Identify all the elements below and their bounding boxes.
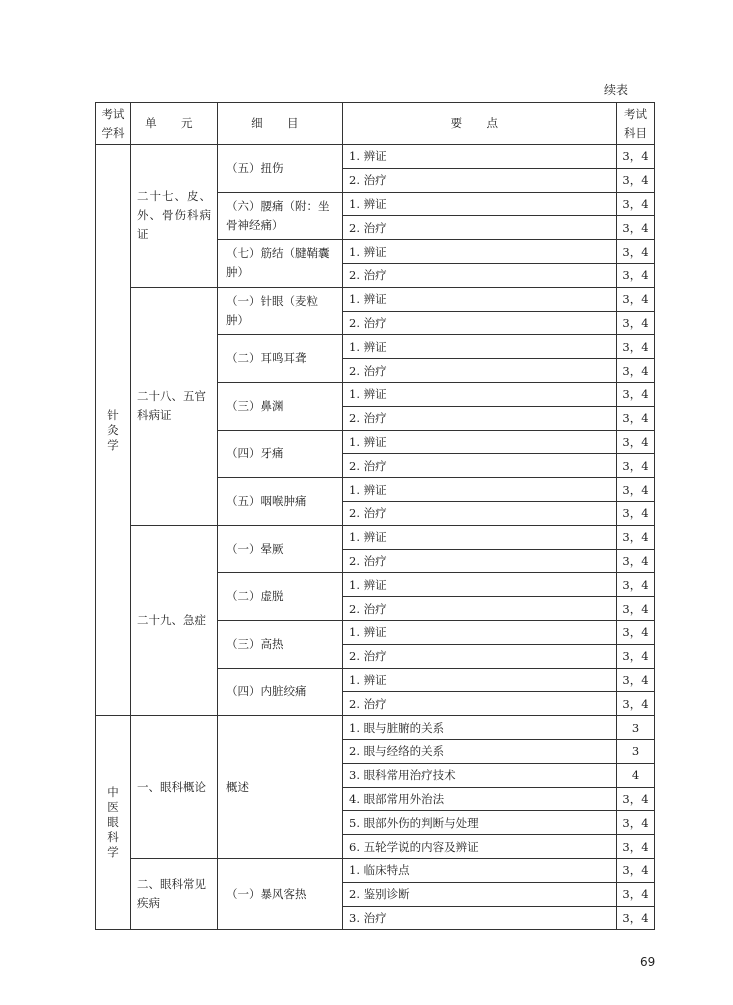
point-cell: 2. 治疗 <box>343 644 617 668</box>
table-row <box>96 858 655 882</box>
point-cell: 1. 辨证 <box>343 382 617 406</box>
detail-cell: （一）暴风客热 <box>218 858 343 929</box>
exam-cell: 4 <box>617 763 655 787</box>
point-cell: 1. 辨证 <box>343 620 617 644</box>
exam-cell: 3，4 <box>617 501 655 525</box>
point-cell: 2. 治疗 <box>343 692 617 716</box>
point-cell: 1. 辨证 <box>343 192 617 216</box>
detail-cell: （五）扭伤 <box>218 145 343 193</box>
point-cell: 2. 鉴别诊断 <box>343 882 617 906</box>
exam-cell: 3，4 <box>617 668 655 692</box>
detail-cell: （五）咽喉肿痛 <box>218 478 343 526</box>
point-cell: 1. 辨证 <box>343 145 617 169</box>
detail-cell: （二）虚脱 <box>218 573 343 621</box>
table-row <box>96 287 655 311</box>
exam-cell: 3，4 <box>617 216 655 240</box>
point-cell: 2. 治疗 <box>343 359 617 383</box>
point-cell: 1. 辨证 <box>343 240 617 264</box>
exam-cell: 3，4 <box>617 692 655 716</box>
detail-cell: （七）筋结（腱鞘囊肿） <box>218 240 343 288</box>
point-cell: 1. 辨证 <box>343 668 617 692</box>
table-row <box>96 525 655 549</box>
point-cell: 1. 辨证 <box>343 478 617 502</box>
exam-cell: 3，4 <box>617 287 655 311</box>
exam-cell: 3，4 <box>617 906 655 930</box>
point-cell: 5. 眼部外伤的判断与处理 <box>343 811 617 835</box>
exam-cell: 3，4 <box>617 644 655 668</box>
point-cell: 2. 治疗 <box>343 311 617 335</box>
point-cell: 2. 治疗 <box>343 216 617 240</box>
point-cell: 1. 辨证 <box>343 430 617 454</box>
header-detail: 细 目 <box>218 103 343 145</box>
exam-cell: 3，4 <box>617 525 655 549</box>
exam-cell: 3，4 <box>617 597 655 621</box>
unit-cell: 二十八、五官科病证 <box>131 287 218 525</box>
exam-cell: 3，4 <box>617 145 655 169</box>
exam-cell: 3 <box>617 716 655 740</box>
exam-cell: 3，4 <box>617 168 655 192</box>
point-cell: 2. 治疗 <box>343 501 617 525</box>
exam-cell: 3，4 <box>617 787 655 811</box>
exam-cell: 3，4 <box>617 882 655 906</box>
detail-cell: （四）牙痛 <box>218 430 343 478</box>
detail-cell: （六）腰痛（附：坐骨神经痛） <box>218 192 343 240</box>
exam-cell: 3，4 <box>617 478 655 502</box>
point-cell: 3. 治疗 <box>343 906 617 930</box>
subject-cell: 中医眼科学 <box>96 716 131 930</box>
exam-cell: 3 <box>617 739 655 763</box>
unit-cell: 一、眼科概论 <box>131 716 218 859</box>
point-cell: 2. 治疗 <box>343 597 617 621</box>
exam-cell: 3，4 <box>617 263 655 287</box>
table-row <box>96 716 655 740</box>
exam-cell: 3，4 <box>617 359 655 383</box>
detail-cell: （四）内脏绞痛 <box>218 668 343 716</box>
point-cell: 1. 辨证 <box>343 335 617 359</box>
unit-cell: 二、眼科常见疾病 <box>131 858 218 929</box>
exam-cell: 3，4 <box>617 858 655 882</box>
point-cell: 3. 眼科常用治疗技术 <box>343 763 617 787</box>
exam-cell: 3，4 <box>617 430 655 454</box>
point-cell: 2. 治疗 <box>343 454 617 478</box>
table-header-row <box>96 103 655 145</box>
header-subject: 考试学科 <box>96 103 131 145</box>
point-cell: 2. 治疗 <box>343 263 617 287</box>
point-cell: 2. 治疗 <box>343 406 617 430</box>
exam-cell: 3，4 <box>617 454 655 478</box>
exam-cell: 3，4 <box>617 192 655 216</box>
point-cell: 1. 辨证 <box>343 525 617 549</box>
exam-cell: 3，4 <box>617 406 655 430</box>
header-unit: 单 元 <box>131 103 218 145</box>
unit-cell: 二十九、急症 <box>131 525 218 715</box>
table-row <box>96 145 655 169</box>
exam-cell: 3，4 <box>617 311 655 335</box>
point-cell: 2. 治疗 <box>343 168 617 192</box>
exam-cell: 3，4 <box>617 811 655 835</box>
point-cell: 6. 五轮学说的内容及辨证 <box>343 835 617 859</box>
detail-cell: （一）晕厥 <box>218 525 343 573</box>
detail-cell: （三）鼻渊 <box>218 382 343 430</box>
subject-cell: 针灸学 <box>96 145 131 716</box>
header-point: 要 点 <box>343 103 617 145</box>
point-cell: 1. 眼与脏腑的关系 <box>343 716 617 740</box>
detail-cell: 概述 <box>218 716 343 859</box>
header-exam: 考试科目 <box>617 103 655 145</box>
exam-cell: 3，4 <box>617 620 655 644</box>
point-cell: 2. 治疗 <box>343 549 617 573</box>
point-cell: 1. 临床特点 <box>343 858 617 882</box>
point-cell: 4. 眼部常用外治法 <box>343 787 617 811</box>
exam-cell: 3，4 <box>617 335 655 359</box>
point-cell: 2. 眼与经络的关系 <box>343 739 617 763</box>
exam-cell: 3，4 <box>617 573 655 597</box>
page-number: 69 <box>640 955 656 969</box>
exam-cell: 3，4 <box>617 240 655 264</box>
exam-cell: 3，4 <box>617 382 655 406</box>
continued-label: 续表 <box>604 83 629 97</box>
syllabus-table <box>95 102 655 930</box>
exam-cell: 3，4 <box>617 835 655 859</box>
point-cell: 1. 辨证 <box>343 287 617 311</box>
exam-cell: 3，4 <box>617 549 655 573</box>
detail-cell: （三）高热 <box>218 620 343 668</box>
detail-cell: （一）针眼（麦粒肿） <box>218 287 343 335</box>
detail-cell: （二）耳鸣耳聋 <box>218 335 343 383</box>
point-cell: 1. 辨证 <box>343 573 617 597</box>
unit-cell: 二十七、皮、外、骨伤科病证 <box>131 145 218 288</box>
